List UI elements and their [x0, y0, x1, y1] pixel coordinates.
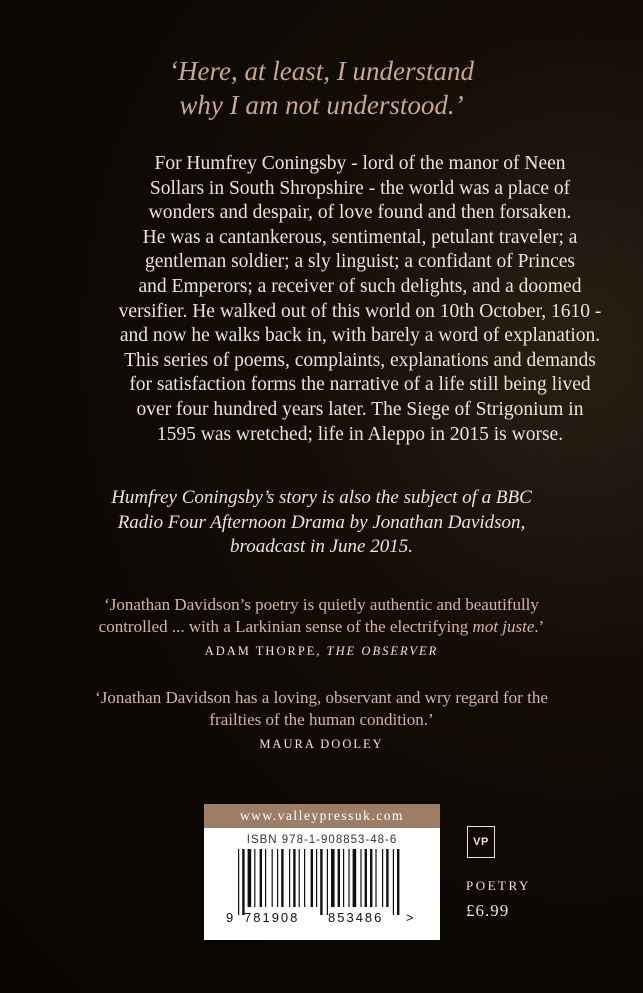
blurb-line: This series of poems, complaints, explanations and demands — [124, 349, 596, 371]
blurb-line: He was a cantankerous, sentimental, petulant traveler; a — [142, 226, 578, 248]
barcode-bar — [327, 849, 328, 915]
quote-line: frailties of the human condition.’ — [209, 710, 434, 729]
blurb-line: and now he walks back in, with barely a word of explanation. — [119, 325, 601, 347]
barcode-digits-right: 853486 — [328, 910, 384, 925]
barcode-arrow: > — [406, 910, 414, 925]
blurb-line: gentleman soldier; a sly linguist; a confidant of Princes — [145, 251, 575, 273]
barcode-graphic — [224, 849, 420, 925]
barcode-bar — [343, 849, 344, 907]
barcode-bar — [365, 849, 367, 907]
barcode-bar — [311, 849, 313, 907]
blurb-line: and Emperors; a receiver of such delights, and a doomed — [138, 275, 582, 297]
note-line: Radio Four Afternoon Drama by Jonathan Davidson, — [117, 511, 526, 533]
barcode-bar — [348, 849, 349, 907]
quote-line: ‘Jonathan Davidson’s poetry is quietly authentic and beautifully — [104, 595, 539, 614]
barcode-bar — [397, 849, 399, 915]
barcode-bar — [277, 849, 278, 907]
price-label: £6.99 — [466, 901, 510, 920]
barcode-bar — [353, 849, 357, 907]
quote-publication: THE OBSERVER — [326, 644, 439, 658]
blurb-line: for satisfaction forms the narrative of a life still being lived — [129, 374, 591, 396]
barcode-bar — [360, 849, 361, 907]
blurb-line: 1595 was wretched; life in Aleppo in 2015 is worse. — [156, 423, 564, 445]
barcode-bar — [254, 849, 255, 907]
barcode-bar — [338, 849, 340, 907]
genre-label: POETRY — [466, 878, 531, 893]
barcode-bar — [238, 849, 239, 915]
isbn-label: ISBN 978-1-908853-48-6 — [246, 834, 398, 846]
barcode-bar — [265, 849, 266, 907]
barcode-digit-first: 9 — [226, 910, 234, 925]
note-line: Humfrey Coningsby’s story is also the subject of a BBC — [111, 487, 532, 508]
barcode-bar — [375, 849, 376, 907]
blurb-line: Sollars in South Shropshire - the world was a place of — [149, 177, 571, 199]
barcode-bar — [293, 849, 295, 907]
barcode-bar — [382, 849, 383, 907]
barcode-bar — [316, 849, 317, 907]
publisher-logo: VP — [467, 826, 495, 858]
barcode-bar — [331, 849, 335, 907]
quote-line: ‘Jonathan Davidson has a loving, observant and wry regard for the — [95, 688, 548, 707]
tagline-line: ‘Here, at least, I understand — [169, 56, 474, 86]
blurb-line: wonders and despair, of love found and then forsaken. — [148, 202, 572, 224]
quote-text: .’ — [534, 617, 545, 636]
barcode-panel — [204, 804, 440, 940]
review-quote-dooley — [0, 687, 643, 755]
blurb-line: over four hundred years later. The Siege of Strigonium in — [136, 398, 584, 420]
barcode-bar — [320, 849, 322, 915]
tagline — [0, 54, 643, 122]
tagline-line: why I am not understood.’ — [179, 90, 464, 120]
barcode-bar — [386, 849, 388, 907]
broadcast-note — [0, 486, 643, 560]
quote-author: MAURA DOOLEY — [259, 737, 384, 751]
review-quote-thorpe — [0, 594, 643, 662]
quote-attribution — [0, 640, 643, 662]
barcode-digits-left: 781908 — [244, 910, 300, 925]
blurb-line: For Humfrey Coningsby - lord of the manor of Neen — [154, 153, 566, 174]
barcode-bar — [281, 849, 283, 907]
blurb — [115, 152, 605, 447]
barcode-bar — [304, 849, 305, 907]
note-line: broadcast in June 2015. — [230, 536, 413, 557]
barcode-bar — [248, 849, 252, 907]
quote-text: controlled ... with a Larkinian sense of the electrifying — [98, 617, 473, 636]
blurb-line: versifier. He walked out of this world on 10th October, 1610 - — [118, 300, 602, 322]
barcode-bar — [393, 849, 394, 915]
barcode-bar — [242, 849, 244, 915]
quote-line — [0, 616, 643, 638]
barcode-bar — [272, 849, 273, 907]
publisher-url: www.valleypressuk.com — [204, 804, 440, 828]
barcode-bar — [370, 849, 372, 907]
barcode-bar — [260, 849, 262, 907]
quote-author: ADAM THORPE, — [204, 644, 322, 658]
barcode-bar — [299, 849, 300, 907]
barcode-bar — [289, 849, 290, 907]
quote-emphasis: mot juste — [472, 617, 535, 636]
quote-attribution — [0, 733, 643, 755]
